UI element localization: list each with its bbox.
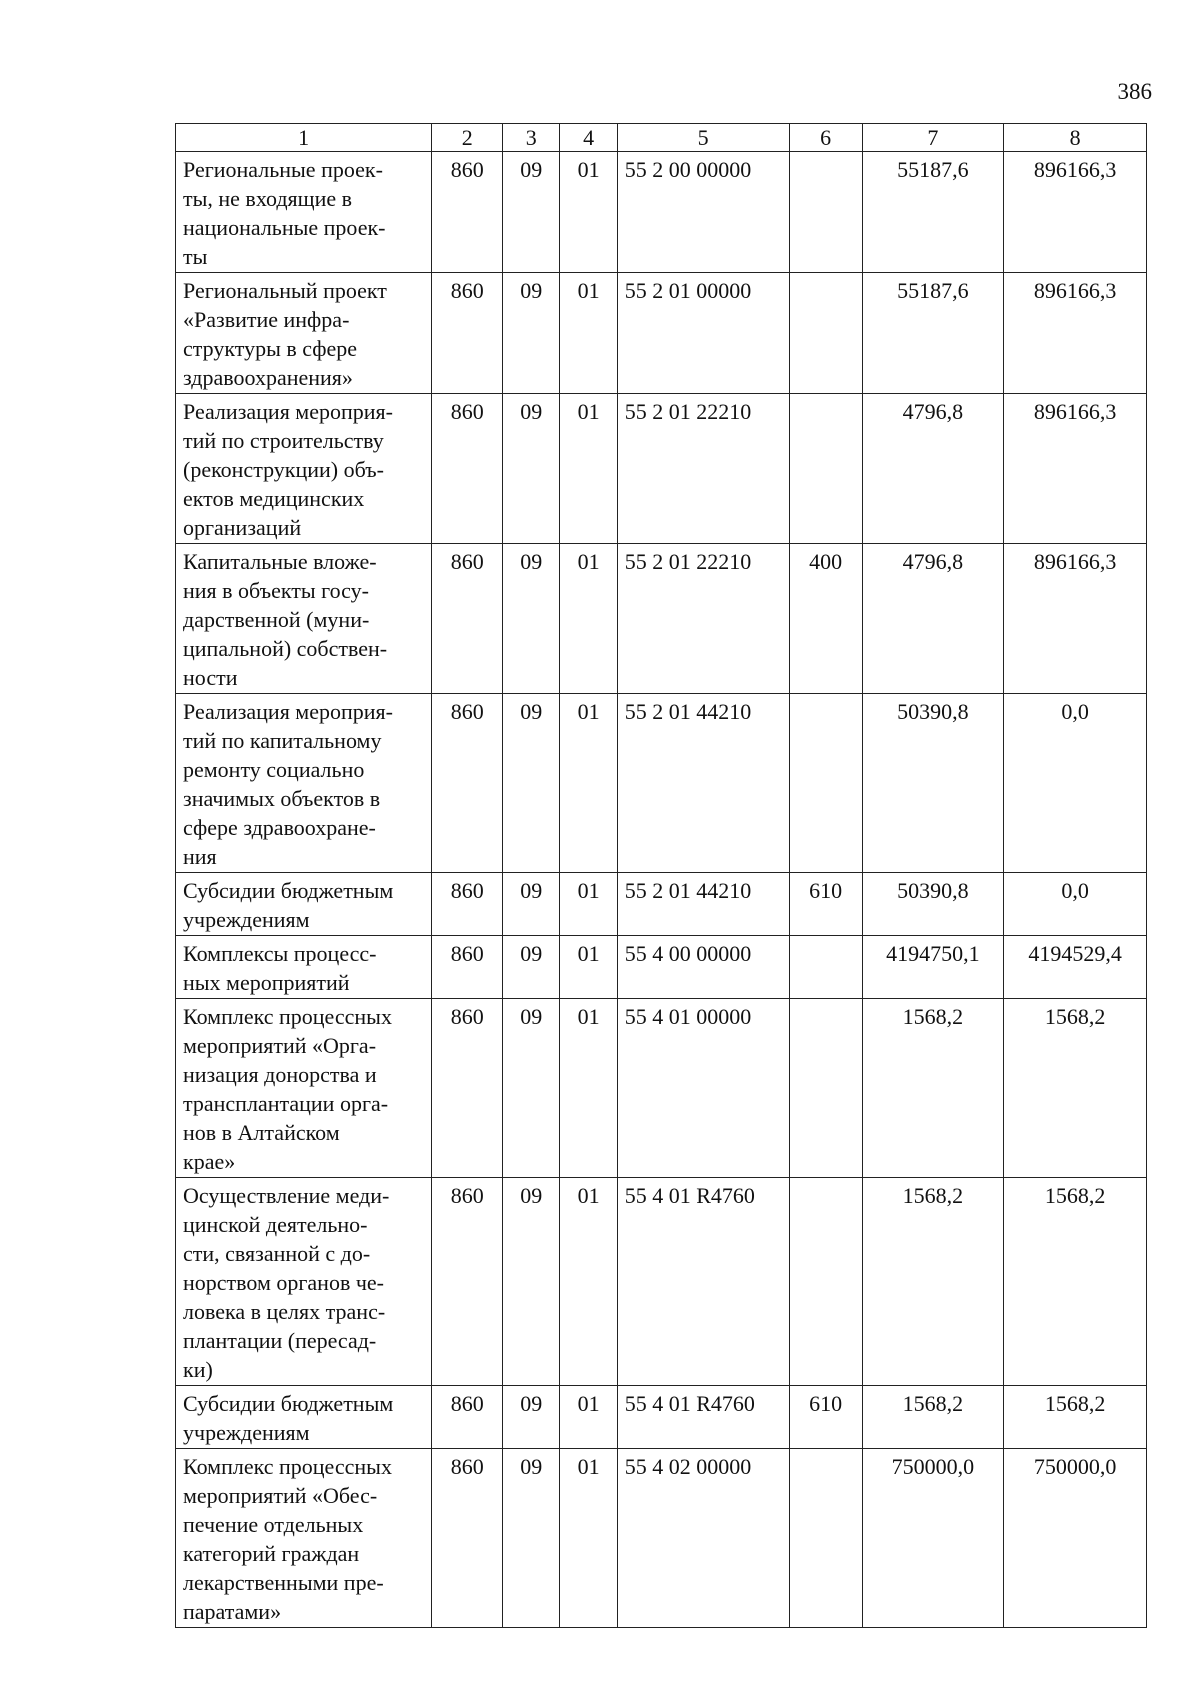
row-name-line: (реконструкции) объ- — [183, 457, 384, 482]
row-name-line: Региональный проект — [183, 278, 387, 303]
table-row — [176, 1178, 1147, 1386]
table-row — [176, 394, 1147, 544]
row-cell-c5: 55 2 01 22210 — [617, 394, 789, 544]
row-name-line: Реализация мероприя- — [183, 399, 393, 424]
row-name-line: Субсидии бюджетным — [183, 1391, 394, 1416]
row-cell-c3: 09 — [503, 1449, 560, 1628]
row-cell-c6 — [789, 999, 862, 1178]
row-cell-c2: 860 — [432, 1386, 503, 1449]
row-name-line: дарственной (муни- — [183, 607, 370, 632]
row-cell-c6 — [789, 273, 862, 394]
row-name-line: «Развитие инфра- — [183, 307, 350, 332]
row-name-line: мероприятий «Орга- — [183, 1033, 377, 1058]
row-cell-c4: 01 — [560, 873, 617, 936]
row-name-line: Реализация мероприя- — [183, 699, 393, 724]
row-cell-c7: 1568,2 — [862, 999, 1004, 1178]
header-cell: 3 — [503, 124, 560, 152]
row-cell-c8: 896166,3 — [1004, 273, 1147, 394]
row-name-line: ципальной) собствен- — [183, 636, 388, 661]
row-name-line: паратами» — [183, 1599, 282, 1624]
row-name-cell — [176, 999, 432, 1178]
row-cell-c5: 55 4 01 R4760 — [617, 1178, 789, 1386]
row-cell-c4: 01 — [560, 544, 617, 694]
row-name-line: лекарственными пре- — [183, 1570, 384, 1595]
row-cell-c6: 610 — [789, 1386, 862, 1449]
table-row — [176, 873, 1147, 936]
row-name-line: организаций — [183, 515, 302, 540]
row-name-line: ремонту социально — [183, 757, 365, 782]
row-name-cell — [176, 394, 432, 544]
row-name-line: категорий граждан — [183, 1541, 360, 1566]
row-cell-c7: 50390,8 — [862, 694, 1004, 873]
row-name-line: учреждениям — [183, 907, 310, 932]
row-name-line: ности — [183, 665, 238, 690]
page-number: 386 — [1117, 79, 1152, 104]
row-name-line: Субсидии бюджетным — [183, 878, 394, 903]
row-cell-c4: 01 — [560, 152, 617, 273]
table-row — [176, 694, 1147, 873]
table-row — [176, 999, 1147, 1178]
header-cell: 5 — [617, 124, 789, 152]
row-cell-c5: 55 4 00 00000 — [617, 936, 789, 999]
table-row — [176, 273, 1147, 394]
row-cell-c4: 01 — [560, 1386, 617, 1449]
row-cell-c6 — [789, 394, 862, 544]
budget-table — [175, 123, 1147, 1628]
header-cell: 1 — [176, 124, 432, 152]
row-cell-c4: 01 — [560, 999, 617, 1178]
header-cell: 6 — [789, 124, 862, 152]
row-cell-c2: 860 — [432, 1178, 503, 1386]
row-cell-c7: 1568,2 — [862, 1178, 1004, 1386]
row-name-line: национальные проек- — [183, 215, 386, 240]
row-name-line: ловека в целях транс- — [183, 1299, 386, 1324]
row-cell-c8: 4194529,4 — [1004, 936, 1147, 999]
header-cell: 2 — [432, 124, 503, 152]
row-cell-c4: 01 — [560, 1178, 617, 1386]
row-name-line: здравоохранения» — [183, 365, 353, 390]
row-name-line: цинской деятельно- — [183, 1212, 368, 1237]
row-name-line: ных мероприятий — [183, 970, 350, 995]
row-name-line: нов в Алтайском — [183, 1120, 340, 1145]
row-cell-c2: 860 — [432, 873, 503, 936]
row-name-line: сти, связанной с до- — [183, 1241, 371, 1266]
row-cell-c2: 860 — [432, 999, 503, 1178]
row-cell-c4: 01 — [560, 394, 617, 544]
row-name-line: значимых объектов в — [183, 786, 381, 811]
row-name-line: учреждениям — [183, 1420, 310, 1445]
row-cell-c6 — [789, 152, 862, 273]
header-cell: 7 — [862, 124, 1004, 152]
table-row — [176, 152, 1147, 273]
row-cell-c3: 09 — [503, 1178, 560, 1386]
row-cell-c3: 09 — [503, 873, 560, 936]
table-body — [176, 152, 1147, 1628]
row-cell-c2: 860 — [432, 694, 503, 873]
row-cell-c7: 750000,0 — [862, 1449, 1004, 1628]
row-cell-c7: 4796,8 — [862, 544, 1004, 694]
row-name-line: печение отдельных — [183, 1512, 364, 1537]
row-cell-c4: 01 — [560, 273, 617, 394]
row-name-line: ния в объекты госу- — [183, 578, 369, 603]
row-cell-c8: 0,0 — [1004, 694, 1147, 873]
row-cell-c7: 1568,2 — [862, 1386, 1004, 1449]
row-name-line: тий по капитальному — [183, 728, 382, 753]
row-name-line: Комплекс процессных — [183, 1454, 392, 1479]
row-cell-c3: 09 — [503, 394, 560, 544]
row-name-line: Осуществление меди- — [183, 1183, 390, 1208]
row-cell-c5: 55 2 00 00000 — [617, 152, 789, 273]
header-row — [176, 124, 1147, 152]
row-cell-c2: 860 — [432, 1449, 503, 1628]
row-cell-c8: 1568,2 — [1004, 1386, 1147, 1449]
row-name-line: ектов медицинских — [183, 486, 365, 511]
row-name-cell — [176, 1449, 432, 1628]
row-cell-c7: 4796,8 — [862, 394, 1004, 544]
table-row — [176, 544, 1147, 694]
row-cell-c8: 750000,0 — [1004, 1449, 1147, 1628]
row-name-line: ты — [183, 244, 208, 269]
row-cell-c5: 55 4 02 00000 — [617, 1449, 789, 1628]
row-cell-c4: 01 — [560, 1449, 617, 1628]
row-cell-c8: 896166,3 — [1004, 152, 1147, 273]
row-cell-c6 — [789, 1178, 862, 1386]
row-name-cell — [176, 273, 432, 394]
row-name-cell — [176, 1386, 432, 1449]
row-cell-c5: 55 2 01 44210 — [617, 873, 789, 936]
row-name-line: ния — [183, 844, 217, 869]
row-name-cell — [176, 873, 432, 936]
row-name-line: трансплантации орга- — [183, 1091, 389, 1116]
row-name-line: норством органов че- — [183, 1270, 384, 1295]
row-name-line: Региональные проек- — [183, 157, 383, 182]
row-cell-c3: 09 — [503, 273, 560, 394]
row-name-line: крае» — [183, 1149, 236, 1174]
row-cell-c3: 09 — [503, 936, 560, 999]
row-cell-c6 — [789, 936, 862, 999]
row-name-line: структуры в сфере — [183, 336, 358, 361]
row-name-line: плантации (пересад- — [183, 1328, 377, 1353]
row-name-line: сфере здравоохране- — [183, 815, 376, 840]
row-cell-c6: 610 — [789, 873, 862, 936]
table-row — [176, 936, 1147, 999]
table-row — [176, 1449, 1147, 1628]
row-cell-c8: 896166,3 — [1004, 394, 1147, 544]
row-name-line: мероприятий «Обес- — [183, 1483, 378, 1508]
row-cell-c8: 1568,2 — [1004, 1178, 1147, 1386]
row-cell-c3: 09 — [503, 1386, 560, 1449]
table-header — [176, 124, 1147, 152]
row-name-line: низация донорства и — [183, 1062, 377, 1087]
row-cell-c5: 55 2 01 44210 — [617, 694, 789, 873]
row-name-cell — [176, 694, 432, 873]
row-name-line: Комплексы процесс- — [183, 941, 377, 966]
row-name-cell — [176, 544, 432, 694]
row-name-line: Комплекс процессных — [183, 1004, 392, 1029]
row-cell-c5: 55 2 01 00000 — [617, 273, 789, 394]
row-name-cell — [176, 1178, 432, 1386]
row-cell-c4: 01 — [560, 936, 617, 999]
row-cell-c2: 860 — [432, 936, 503, 999]
row-cell-c5: 55 4 01 00000 — [617, 999, 789, 1178]
row-cell-c3: 09 — [503, 544, 560, 694]
row-cell-c3: 09 — [503, 694, 560, 873]
row-cell-c6 — [789, 694, 862, 873]
row-cell-c5: 55 2 01 22210 — [617, 544, 789, 694]
row-cell-c7: 55187,6 — [862, 273, 1004, 394]
row-name-line: тий по строительству — [183, 428, 384, 453]
row-cell-c5: 55 4 01 R4760 — [617, 1386, 789, 1449]
row-name-cell — [176, 152, 432, 273]
row-name-cell — [176, 936, 432, 999]
row-name-line: ты, не входящие в — [183, 186, 353, 211]
row-cell-c6 — [789, 1449, 862, 1628]
row-name-line: Капитальные вложе- — [183, 549, 377, 574]
row-cell-c7: 50390,8 — [862, 873, 1004, 936]
row-cell-c8: 0,0 — [1004, 873, 1147, 936]
table-row — [176, 1386, 1147, 1449]
row-cell-c2: 860 — [432, 394, 503, 544]
row-cell-c4: 01 — [560, 694, 617, 873]
header-cell: 4 — [560, 124, 617, 152]
row-cell-c8: 896166,3 — [1004, 544, 1147, 694]
row-cell-c2: 860 — [432, 273, 503, 394]
row-cell-c3: 09 — [503, 152, 560, 273]
row-cell-c8: 1568,2 — [1004, 999, 1147, 1178]
row-cell-c2: 860 — [432, 152, 503, 273]
row-cell-c6: 400 — [789, 544, 862, 694]
row-name-line: ки) — [183, 1357, 213, 1382]
row-cell-c7: 4194750,1 — [862, 936, 1004, 999]
row-cell-c7: 55187,6 — [862, 152, 1004, 273]
header-cell: 8 — [1004, 124, 1147, 152]
row-cell-c2: 860 — [432, 544, 503, 694]
row-cell-c3: 09 — [503, 999, 560, 1178]
